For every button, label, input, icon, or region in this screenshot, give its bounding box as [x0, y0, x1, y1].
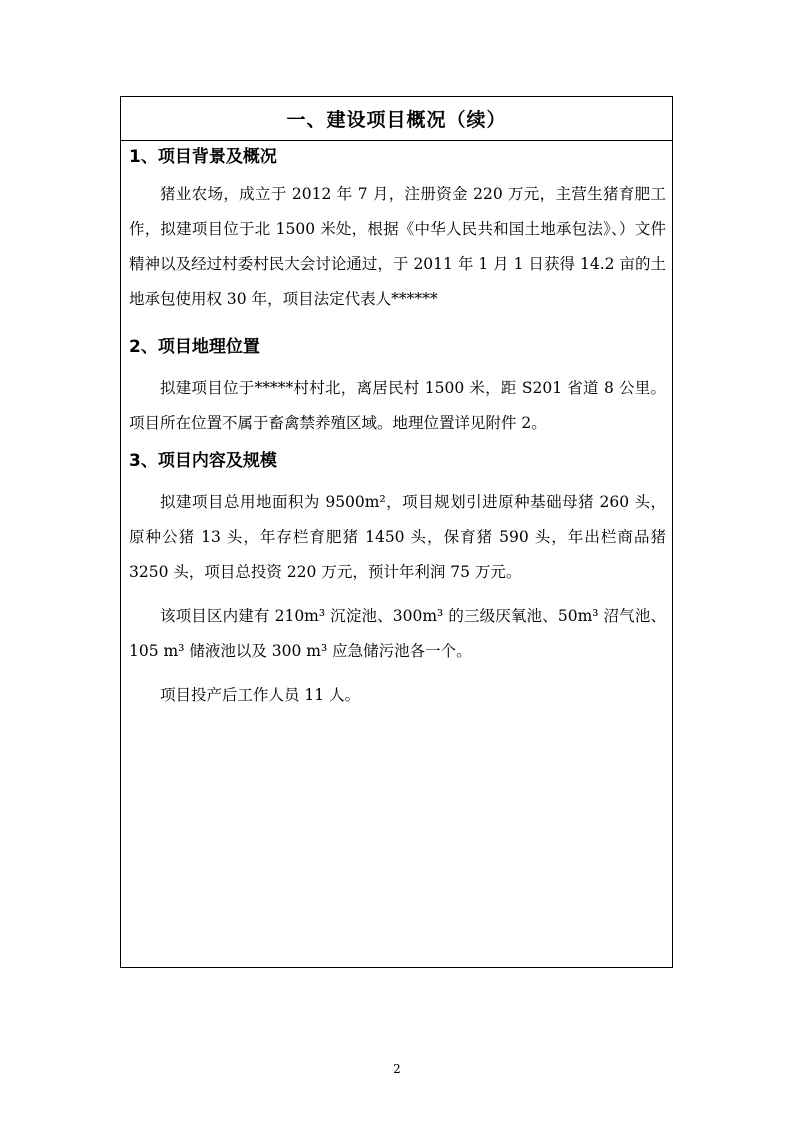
paragraph-facilities: 该项目区内建有 210m³ 沉淀池、300m³ 的三级厌氧池、50m³ 沼气池、105 m³ 储液池以及 300 m³ 应急储污池各一个。 [129, 607, 666, 660]
heading-scale: 3、项目内容及规模 [129, 451, 277, 471]
project-overview-table [120, 96, 673, 968]
paragraph-scale: 拟建项目总用地面积为 9500m²，项目规划引进原种基础母猪 260 头，原种公猪 13 头，年存栏育肥猪 1450 头，保育猪 590 头，年出栏商品猪 3250 头，项目总投资 220 万元，预计年利润 75 万元。 [129, 493, 666, 581]
heading-location: 2、项目地理位置 [129, 337, 260, 357]
paragraph-staff: 项目投产后工作人员 11 人。 [160, 686, 361, 704]
section-title: 一、建设项目概况（续） [121, 97, 672, 141]
paragraph-background: 猪业农场，成立于 2012 年 7 月，注册资金 220 万元，主营生猪育肥工作，拟建项目位于北 1500 米处，根据《中华人民共和国土地承包法》、）文件精神以及经过村委村民大会讨论通过，于 2011 年 1 月 1 日获得 14.2 亩的土地承包使用权 30 年，项目法定代表人****** [129, 185, 666, 308]
paragraph-location: 拟建项目位于*****村村北，离居民村 1500 米，距 S201 省道 8 公里。项目所在位置不属于畜禽禁养殖区域。地理位置详见附件 2。 [129, 379, 666, 432]
table-content [121, 147, 672, 713]
page-number: 2 [393, 1062, 401, 1076]
heading-background: 1、项目背景及概况 [129, 147, 277, 167]
